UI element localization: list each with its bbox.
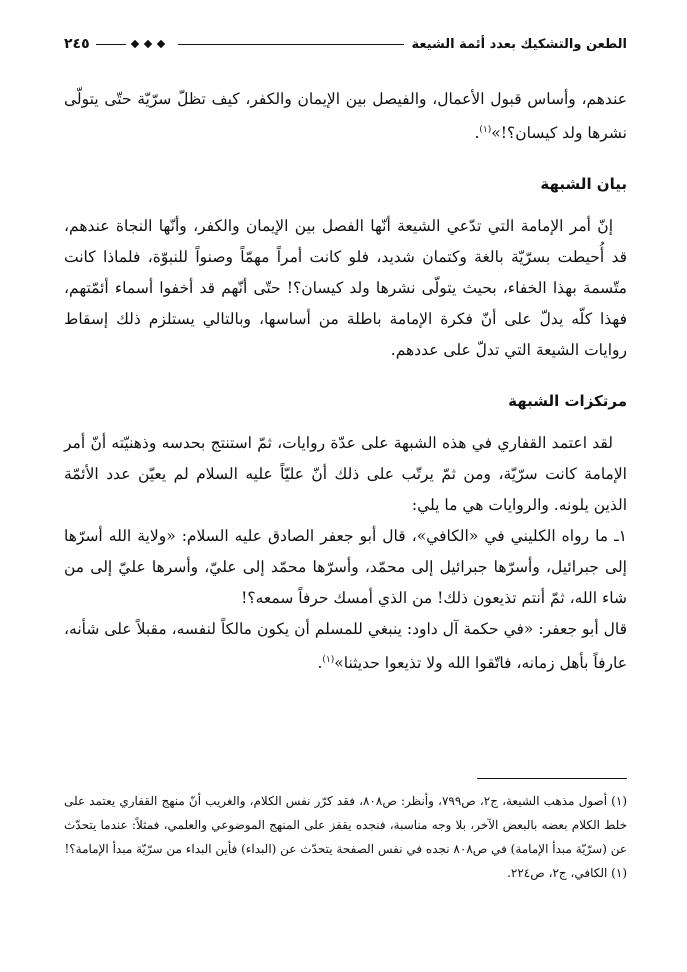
paragraph-riwaya-2: قال أبو جعفر: «في حكمة آل داود: ينبغي للمسلم أن يكون مالكاً لنفسه، مقبلاً على شأنه، عارفاً بأهل زمانه، فاتّقوا الله ولا تذيعوا حديثنا»$^{(١)}$. xyxy=(64,620,627,673)
header-rule xyxy=(178,44,404,45)
paragraph-riwaya-1: ١ـ ما رواه الكليني في «الكافي»، قال أبو جعفر الصادق عليه السلام: «ولاية الله أسرّها إلى جبرائيل، وأسرّها جبرائيل إلى محمّد، وأسرّها محمّد إلى عليّ، وأسرها عليّ إلى من شاء الله، ثمّ أنتم تذيعون ذلك! من الذي أمسك حرفاً سمعه؟! xyxy=(64,527,627,608)
paragraph-murtakazat: لقد اعتمد القفاري في هذه الشبهة على عدّة روايات، ثمّ استنتج بحدسه وذهنيّته أنّ أمر الإمامة كانت سرّيّة، ومن ثمّ يرتّب على ذلك أنّ عليّاً عليه السلام لم يعيّن عدد الأئمّة الذين يلونه. والروايات هي ما يلي: xyxy=(64,434,627,515)
paragraph-continuation: عندهم، وأساس قبول الأعمال، والفيصل بين الإيمان والكفر، كيف تظلّ سرّيّة حتّى يتولّى نشرها ولد كيسان؟!»$^{(١)}$. xyxy=(64,90,627,143)
footnote-2: (١) الكافي، ج٢، ص٢٢٤. xyxy=(507,866,627,880)
section-heading-shubha: بيان الشبهة xyxy=(540,175,627,194)
running-title: الطعن والتشكيك بعدد أئمة الشيعة xyxy=(411,36,627,52)
page-header xyxy=(64,34,627,54)
footnote-1: (١) أصول مذهب الشيعة، ج٢، ص٧٩٩، وأنظر: ص٨٠٨، فقد كرّر نفس الكلام، والغريب أنّ منهج القفاري يعتمد على خلط الكلام بعضه بالبعض الآخر، بلا وجه مناسبة، فنجده يقفز على المنهج الموضوعي والعلمي، فمثلاً: عندما يتحدّث عن (سرّيّة مبدأ الإمامة) في ص٨٠٨ نجده في نفس الصفحة يتحدّث عن (البداء) فأين البداء من سرّيّة مبدأ الإمامة؟! xyxy=(64,794,627,856)
diamond-icon xyxy=(143,40,151,48)
paragraph-shubha-statement: إنّ أمر الإمامة التي تدّعي الشيعة أنّها الفصل بين الإيمان والكفر، وأنّها النجاة عندهم، قد أُحيطت بسرّيّة بالغة وكتمان شديد، فلو كانت أمراً مهمّاً وصنواً للنبوّة، فلماذا كانت متّسمة بهذا الخفاء، بحيث يتولّى نشرها ولد كيسان؟! حتّى أنّهم قد أخفوا أسماء أئمّتهم، فهذا كلّه يدلّ على أنّ فكرة الإمامة باطلة من أساسها، وبالتالي يستلزم ذلك إسقاط روايات الشيعة التي تدلّ على عددهم. xyxy=(64,217,627,360)
diamond-icon xyxy=(130,40,138,48)
page-number: ٢٤٥ xyxy=(64,36,90,52)
diamond-icon xyxy=(156,40,164,48)
footnote-ref: (١) xyxy=(479,125,492,135)
section-heading-murtakazat: مرتكزات الشبهة xyxy=(508,392,627,411)
page-body xyxy=(64,84,627,679)
footnotes xyxy=(64,778,627,885)
footnote-ref: (١) xyxy=(322,655,335,666)
header-ornament xyxy=(132,41,164,47)
footnote-separator xyxy=(477,778,627,779)
header-short-rule xyxy=(96,44,126,45)
